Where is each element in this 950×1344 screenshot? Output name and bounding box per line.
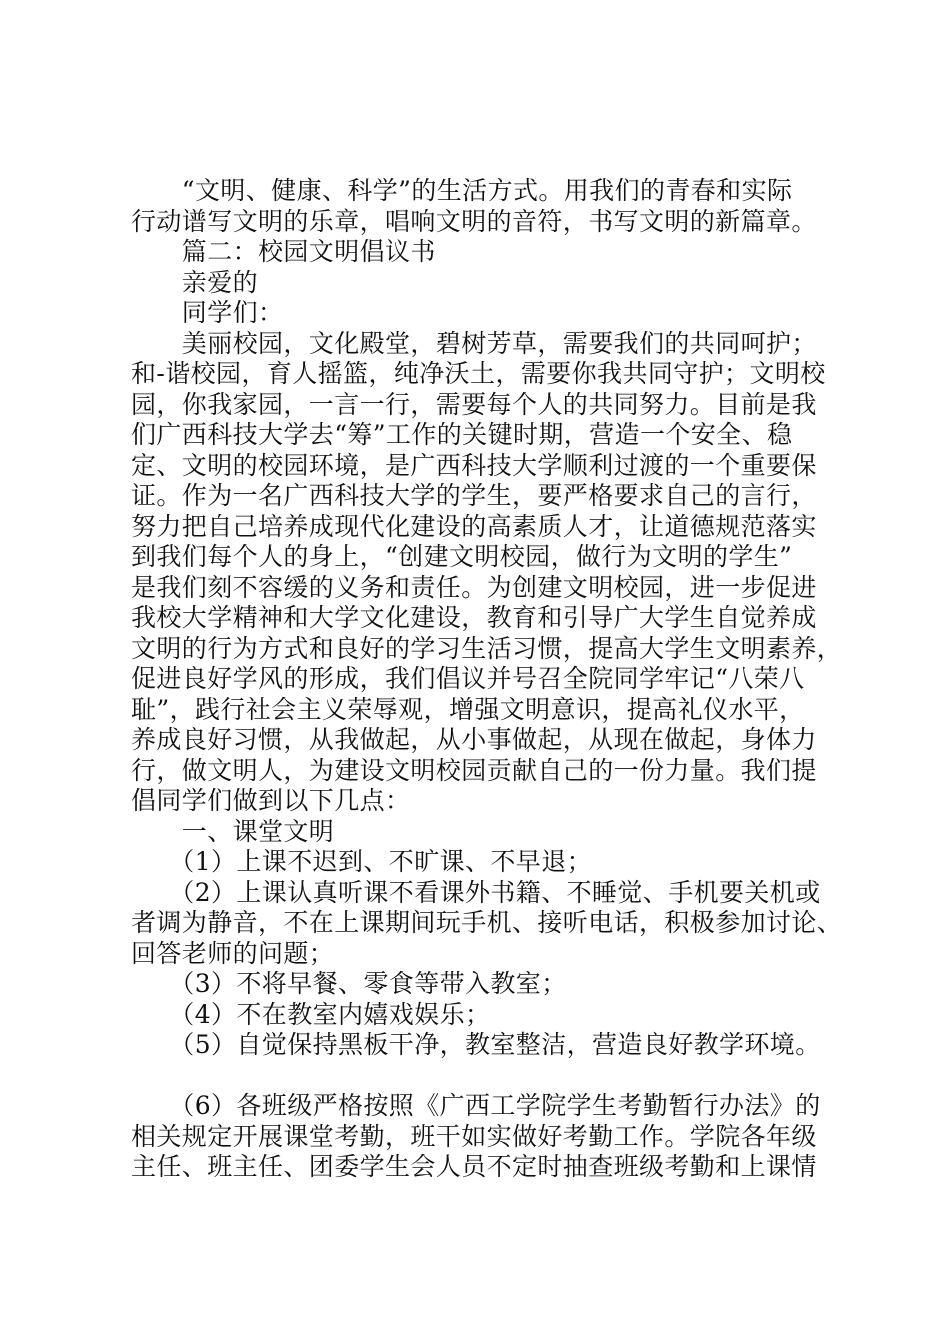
- text-line: 耻”，践行社会主义荣辱观，增强文明意识，提高礼仪水平，: [131, 694, 805, 724]
- text-line: 者调为静音，不在上课期间玩手机、接听电话，积极参加讨论、: [131, 908, 843, 937]
- text-line: 和-谐校园，育人摇篮，纯净沃土，需要你我共同守护；文明校: [131, 359, 826, 388]
- list-item: （3）不将早餐、零食等带入教室；: [131, 969, 567, 998]
- text-line: 主任、班主任、团委学生会人员不定时抽查班级考勤和上课情: [131, 1152, 817, 1181]
- text-line: 们广西科技大学去“筹”工作的关键时期，营造一个安全、稳: [131, 420, 793, 449]
- text-line: 到我们每个人的身上，“创建文明校园，做行为文明的学生”: [131, 542, 793, 571]
- document-body: [131, 176, 851, 1183]
- text-line: 美丽校园，文化殿堂，碧树芳草，需要我们的共同呵护；: [131, 328, 817, 358]
- text-line: 文明的行为方式和良好的学习生活习惯，提高大学生文明素养，: [131, 633, 843, 663]
- list-item: （1）上课不迟到、不旷课、不早退；: [131, 847, 593, 876]
- text-line: 努力把自己培养成现代化建设的高素质人才，让道德规范落实: [131, 511, 817, 541]
- blank-line: [131, 1061, 851, 1092]
- list-item: （6）各班级严格按照《广西工学院学生考勤暂行办法》的: [131, 1091, 821, 1120]
- section-heading: 一、课堂文明: [131, 816, 335, 846]
- list-item: （4）不在教室内嬉戏娱乐；: [131, 999, 491, 1029]
- text-line: 回答老师的问题；: [131, 938, 335, 968]
- text-line: 相关规定开展课堂考勤，班干如实做好考勤工作。学院各年级: [131, 1121, 817, 1151]
- text-line: 定、文明的校园环境，是广西科技大学顺利过渡的一个重要保: [131, 450, 817, 480]
- text-line: 是我们刻不容缓的义务和责任。为创建文明校园，进一步促进: [131, 572, 817, 602]
- text-line: 证。作为一名广西科技大学的学生，要严格要求自己的言行，: [131, 481, 817, 510]
- salutation: 同学们：: [131, 298, 284, 327]
- text-line: 促进良好学风的形成，我们倡议并号召全院同学牢记“八荣八: [131, 664, 805, 693]
- list-item: （2）上课认真听课不看课外书籍、不睡觉、手机要关机或: [131, 877, 821, 907]
- section-heading: 篇二：校园文明倡议书: [131, 237, 436, 266]
- salutation: 亲爱的: [131, 267, 259, 297]
- text-line: 我校大学精神和大学文化建设，教育和引导广大学生自觉养成: [131, 603, 817, 632]
- text-line: 行，做文明人，为建设文明校园贡献自己的一份力量。我们提: [131, 755, 817, 785]
- text-line: 养成良好习惯，从我做起，从小事做起，从现在做起，身体力: [131, 725, 817, 754]
- list-item: （5）自觉保持黑板干净，教室整洁，营造良好教学环境。: [131, 1030, 821, 1059]
- text-line: 园，你我家园，一言一行，需要每个人的共同努力。目前是我: [131, 389, 817, 419]
- text-line: 行动谱写文明的乐章，唱响文明的音符，书写文明的新篇章。: [131, 206, 817, 236]
- text-line: “文明、健康、科学”的生活方式。用我们的青春和实际: [131, 176, 793, 205]
- text-line: 倡同学们做到以下几点：: [131, 786, 411, 815]
